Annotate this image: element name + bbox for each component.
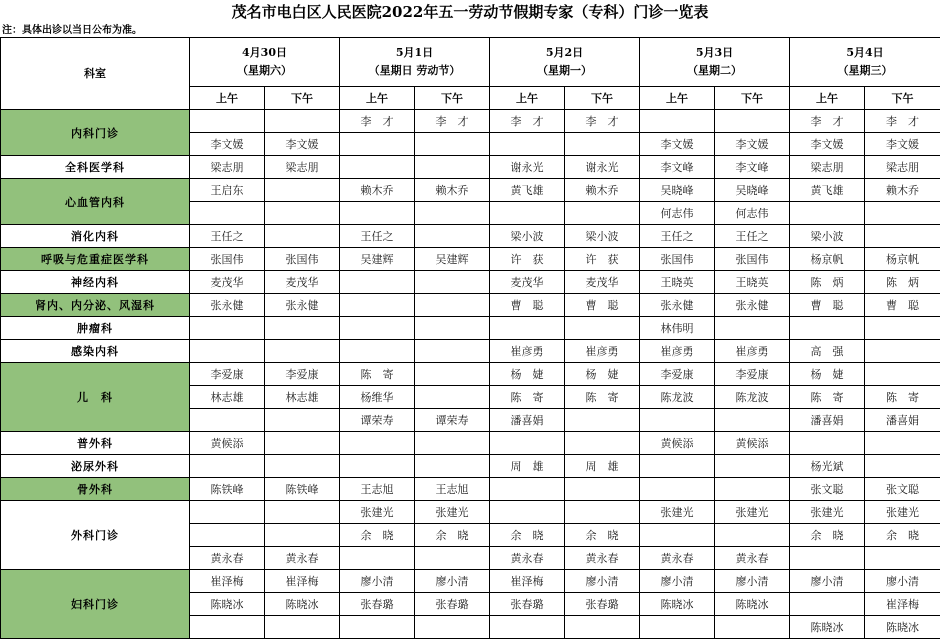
doctor-cell <box>790 317 865 340</box>
day-header <box>790 38 940 87</box>
doctor-cell <box>265 225 340 248</box>
day-date: 5月1日 <box>340 44 489 62</box>
doctor-cell <box>415 386 490 409</box>
doctor-cell <box>265 524 340 547</box>
doctor-cell: 陈晓冰 <box>790 616 865 639</box>
doctor-cell <box>265 110 340 133</box>
doctor-cell: 李爱康 <box>640 363 715 386</box>
doctor-cell <box>190 340 265 363</box>
doctor-cell: 杨维华 <box>340 386 415 409</box>
doctor-cell <box>340 202 415 225</box>
dept-name: 妇科门诊 <box>1 570 190 639</box>
doctor-cell: 王晓英 <box>715 271 790 294</box>
doctor-cell: 张建光 <box>865 501 940 524</box>
table-row <box>1 432 940 455</box>
doctor-cell: 梁志朋 <box>865 156 940 179</box>
doctor-cell: 杨 婕 <box>790 363 865 386</box>
table-row <box>1 110 940 133</box>
doctor-cell <box>865 317 940 340</box>
doctor-cell: 曹 聪 <box>790 294 865 317</box>
doctor-cell <box>340 455 415 478</box>
doctor-cell: 吴晓峰 <box>715 179 790 202</box>
doctor-cell <box>340 616 415 639</box>
doctor-cell: 何志伟 <box>715 202 790 225</box>
pm-header: 下午 <box>715 87 790 110</box>
doctor-cell: 张春璐 <box>490 593 565 616</box>
doctor-cell: 李 才 <box>790 110 865 133</box>
doctor-cell: 黄候添 <box>715 432 790 455</box>
doctor-cell: 李 才 <box>490 110 565 133</box>
doctor-cell <box>790 432 865 455</box>
doctor-cell <box>565 478 640 501</box>
day-date: 5月3日 <box>640 44 789 62</box>
doctor-cell: 余 晓 <box>865 524 940 547</box>
doctor-cell: 谢永光 <box>490 156 565 179</box>
doctor-cell: 梁小波 <box>565 225 640 248</box>
doctor-cell: 王任之 <box>715 225 790 248</box>
doctor-cell: 李文峰 <box>640 156 715 179</box>
table-row <box>1 570 940 593</box>
doctor-cell <box>490 616 565 639</box>
doctor-cell <box>415 455 490 478</box>
doctor-cell: 张春璐 <box>340 593 415 616</box>
doctor-cell: 曹 聪 <box>565 294 640 317</box>
doctor-cell: 黄永春 <box>190 547 265 570</box>
table-row <box>1 455 940 478</box>
doctor-cell: 陈龙波 <box>715 386 790 409</box>
doctor-cell <box>415 225 490 248</box>
doctor-cell: 张建光 <box>340 501 415 524</box>
doctor-cell: 李文媛 <box>265 133 340 156</box>
doctor-cell <box>565 432 640 455</box>
doctor-cell <box>190 110 265 133</box>
doctor-cell <box>415 133 490 156</box>
doctor-cell <box>715 524 790 547</box>
doctor-cell: 余 晓 <box>490 524 565 547</box>
doctor-cell: 张永健 <box>265 294 340 317</box>
dept-name: 全科医学科 <box>1 156 190 179</box>
doctor-cell: 王晓英 <box>640 271 715 294</box>
doctor-cell: 黄候添 <box>190 432 265 455</box>
doctor-cell: 李爱康 <box>715 363 790 386</box>
doctor-cell: 陈 寄 <box>865 386 940 409</box>
doctor-cell: 陈晓冰 <box>190 593 265 616</box>
doctor-cell <box>340 547 415 570</box>
doctor-cell <box>265 409 340 432</box>
doctor-cell: 陈 炳 <box>790 271 865 294</box>
day-date: 5月4日 <box>790 44 940 62</box>
doctor-cell <box>565 133 640 156</box>
table-row <box>1 179 940 202</box>
doctor-cell: 黄永春 <box>490 547 565 570</box>
doctor-cell: 李 才 <box>415 110 490 133</box>
doctor-cell: 陈晓冰 <box>265 593 340 616</box>
doctor-cell: 周 雄 <box>565 455 640 478</box>
day-weekday: （星期日 劳动节） <box>340 62 489 80</box>
doctor-cell: 崔彦勇 <box>490 340 565 363</box>
doctor-cell: 王志旭 <box>415 478 490 501</box>
doctor-cell: 曹 聪 <box>865 294 940 317</box>
doctor-cell <box>865 202 940 225</box>
doctor-cell: 潘喜娟 <box>865 409 940 432</box>
doctor-cell <box>565 317 640 340</box>
doctor-cell <box>565 501 640 524</box>
doctor-cell <box>490 202 565 225</box>
doctor-cell: 赖木乔 <box>865 179 940 202</box>
doctor-cell <box>190 501 265 524</box>
doctor-cell: 麦茂华 <box>565 271 640 294</box>
table-row <box>1 478 940 501</box>
doctor-cell: 李文峰 <box>715 156 790 179</box>
doctor-cell <box>415 432 490 455</box>
doctor-cell <box>190 616 265 639</box>
doctor-cell: 麦茂华 <box>265 271 340 294</box>
doctor-cell <box>565 616 640 639</box>
doctor-cell: 张国伟 <box>190 248 265 271</box>
doctor-cell: 崔彦勇 <box>565 340 640 363</box>
doctor-cell: 张建光 <box>640 501 715 524</box>
doctor-cell: 张文聪 <box>790 478 865 501</box>
doctor-cell <box>265 501 340 524</box>
am-header: 上午 <box>790 87 865 110</box>
doctor-cell <box>340 133 415 156</box>
pm-header: 下午 <box>865 87 940 110</box>
doctor-cell <box>790 202 865 225</box>
doctor-cell <box>190 524 265 547</box>
doctor-cell: 张建光 <box>715 501 790 524</box>
doctor-cell <box>640 524 715 547</box>
doctor-cell: 张建光 <box>415 501 490 524</box>
table-row <box>1 340 940 363</box>
doctor-cell: 吴建辉 <box>340 248 415 271</box>
doctor-cell: 赖木乔 <box>340 179 415 202</box>
pm-header: 下午 <box>265 87 340 110</box>
doctor-cell: 周 雄 <box>490 455 565 478</box>
doctor-cell <box>340 156 415 179</box>
doctor-cell: 崔泽梅 <box>490 570 565 593</box>
doctor-cell <box>640 110 715 133</box>
doctor-cell: 崔彦勇 <box>715 340 790 363</box>
doctor-cell: 李 才 <box>565 110 640 133</box>
doctor-cell: 张永健 <box>715 294 790 317</box>
table-row <box>1 156 940 179</box>
doctor-cell: 张春璐 <box>415 593 490 616</box>
doctor-cell: 陈 寄 <box>490 386 565 409</box>
doctor-cell <box>265 202 340 225</box>
doctor-cell: 余 晓 <box>340 524 415 547</box>
doctor-cell: 廖小清 <box>415 570 490 593</box>
doctor-cell: 张文聪 <box>865 478 940 501</box>
doctor-cell <box>340 271 415 294</box>
doctor-cell <box>715 317 790 340</box>
doctor-cell: 崔彦勇 <box>640 340 715 363</box>
doctor-cell <box>490 133 565 156</box>
am-header: 上午 <box>340 87 415 110</box>
dept-name: 心血管内科 <box>1 179 190 225</box>
doctor-cell: 张永健 <box>640 294 715 317</box>
day-header-row <box>1 38 940 87</box>
doctor-cell <box>565 409 640 432</box>
doctor-cell: 潘喜娟 <box>790 409 865 432</box>
doctor-cell: 李爱康 <box>265 363 340 386</box>
am-header: 上午 <box>640 87 715 110</box>
day-header <box>190 38 340 87</box>
doctor-cell <box>265 317 340 340</box>
doctor-cell: 王任之 <box>340 225 415 248</box>
doctor-cell: 黄飞雄 <box>490 179 565 202</box>
note-text: 注：具体出诊以当日公布为准。 <box>2 24 142 38</box>
schedule-table <box>0 37 940 639</box>
doctor-cell <box>715 616 790 639</box>
doctor-cell <box>640 616 715 639</box>
doctor-cell: 李文媛 <box>715 133 790 156</box>
doctor-cell <box>640 409 715 432</box>
doctor-cell <box>490 317 565 340</box>
day-weekday: （星期六） <box>190 62 339 80</box>
dept-name: 内科门诊 <box>1 110 190 156</box>
am-header: 上午 <box>190 87 265 110</box>
day-weekday: （星期一） <box>490 62 639 80</box>
doctor-cell <box>190 409 265 432</box>
dept-name: 泌尿外科 <box>1 455 190 478</box>
pm-header: 下午 <box>415 87 490 110</box>
doctor-cell <box>340 432 415 455</box>
doctor-cell <box>715 455 790 478</box>
day-header <box>340 38 490 87</box>
table-row <box>1 294 940 317</box>
doctor-cell <box>490 432 565 455</box>
doctor-cell: 廖小清 <box>715 570 790 593</box>
doctor-cell <box>415 294 490 317</box>
doctor-cell <box>865 455 940 478</box>
doctor-cell: 林志雄 <box>265 386 340 409</box>
doctor-cell: 黄永春 <box>715 547 790 570</box>
doctor-cell: 余 晓 <box>790 524 865 547</box>
doctor-cell: 赖木乔 <box>565 179 640 202</box>
doctor-cell: 崔泽梅 <box>190 570 265 593</box>
doctor-cell: 谭荣寿 <box>415 409 490 432</box>
dept-name: 骨外科 <box>1 478 190 501</box>
doctor-cell <box>265 616 340 639</box>
doctor-cell <box>865 340 940 363</box>
doctor-cell: 谭荣寿 <box>340 409 415 432</box>
doctor-cell: 杨京帆 <box>790 248 865 271</box>
doctor-cell: 廖小清 <box>640 570 715 593</box>
doctor-cell: 李文媛 <box>190 133 265 156</box>
doctor-cell <box>715 409 790 432</box>
doctor-cell <box>790 547 865 570</box>
doctor-cell: 陈铁峰 <box>190 478 265 501</box>
doctor-cell: 崔泽梅 <box>265 570 340 593</box>
dept-name: 肾内、内分泌、风湿科 <box>1 294 190 317</box>
dept-name: 普外科 <box>1 432 190 455</box>
day-weekday: （星期三） <box>790 62 940 80</box>
doctor-cell: 梁小波 <box>490 225 565 248</box>
day-header <box>640 38 790 87</box>
doctor-cell: 黄永春 <box>265 547 340 570</box>
doctor-cell: 高 强 <box>790 340 865 363</box>
doctor-cell <box>265 340 340 363</box>
doctor-cell: 陈龙波 <box>640 386 715 409</box>
doctor-cell <box>190 317 265 340</box>
doctor-cell: 李爱康 <box>190 363 265 386</box>
schedule-body <box>1 110 940 639</box>
doctor-cell: 杨 婕 <box>565 363 640 386</box>
doctor-cell <box>640 455 715 478</box>
doctor-cell: 陈晓冰 <box>865 616 940 639</box>
table-row <box>1 501 940 524</box>
doctor-cell <box>415 363 490 386</box>
doctor-cell: 梁志朋 <box>190 156 265 179</box>
doctor-cell <box>415 340 490 363</box>
doctor-cell: 黄飞雄 <box>790 179 865 202</box>
doctor-cell: 曹 聪 <box>490 294 565 317</box>
doctor-cell: 杨光斌 <box>790 455 865 478</box>
doctor-cell: 林志雄 <box>190 386 265 409</box>
doctor-cell: 王任之 <box>640 225 715 248</box>
dept-name: 神经内科 <box>1 271 190 294</box>
doctor-cell: 梁志朋 <box>790 156 865 179</box>
doctor-cell: 张永健 <box>190 294 265 317</box>
doctor-cell <box>865 432 940 455</box>
table-row <box>1 317 940 340</box>
doctor-cell: 王志旭 <box>340 478 415 501</box>
table-row <box>1 363 940 386</box>
doctor-cell: 廖小清 <box>340 570 415 593</box>
doctor-cell: 麦茂华 <box>490 271 565 294</box>
doctor-cell: 李 才 <box>865 110 940 133</box>
dept-name: 肿瘤科 <box>1 317 190 340</box>
doctor-cell <box>415 616 490 639</box>
doctor-cell: 吴建辉 <box>415 248 490 271</box>
day-date: 5月2日 <box>490 44 639 62</box>
doctor-cell <box>415 202 490 225</box>
am-header: 上午 <box>490 87 565 110</box>
doctor-cell: 崔泽梅 <box>865 593 940 616</box>
doctor-cell: 张国伟 <box>640 248 715 271</box>
page-title: 茂名市电白区人民医院2022年五一劳动节假期专家（专科）门诊一览表 <box>0 0 940 24</box>
doctor-cell: 陈 寄 <box>565 386 640 409</box>
doctor-cell <box>490 501 565 524</box>
doctor-cell <box>865 363 940 386</box>
doctor-cell <box>190 455 265 478</box>
doctor-cell: 余 晓 <box>415 524 490 547</box>
doctor-cell: 梁小波 <box>790 225 865 248</box>
doctor-cell: 李文媛 <box>640 133 715 156</box>
doctor-cell <box>490 478 565 501</box>
doctor-cell: 黄永春 <box>640 547 715 570</box>
dept-header: 科室 <box>1 38 190 110</box>
dept-name: 呼吸与危重症医学科 <box>1 248 190 271</box>
doctor-cell: 李文媛 <box>790 133 865 156</box>
doctor-cell: 陈 寄 <box>340 363 415 386</box>
doctor-cell: 张国伟 <box>265 248 340 271</box>
pm-header: 下午 <box>565 87 640 110</box>
doctor-cell <box>340 294 415 317</box>
doctor-cell: 谢永光 <box>565 156 640 179</box>
day-weekday: （星期二） <box>640 62 789 80</box>
dept-name: 消化内科 <box>1 225 190 248</box>
doctor-cell <box>565 202 640 225</box>
doctor-cell: 麦茂华 <box>190 271 265 294</box>
doctor-cell: 许 获 <box>490 248 565 271</box>
doctor-cell: 李文媛 <box>865 133 940 156</box>
doctor-cell: 杨 婕 <box>490 363 565 386</box>
doctor-cell: 黄永春 <box>565 547 640 570</box>
doctor-cell: 余 晓 <box>565 524 640 547</box>
doctor-cell <box>265 455 340 478</box>
doctor-cell <box>865 225 940 248</box>
doctor-cell: 梁志朋 <box>265 156 340 179</box>
table-row <box>1 225 940 248</box>
doctor-cell: 黄候添 <box>640 432 715 455</box>
doctor-cell <box>340 340 415 363</box>
day-date: 4月30日 <box>190 44 339 62</box>
doctor-cell: 李 才 <box>340 110 415 133</box>
dept-name: 感染内科 <box>1 340 190 363</box>
doctor-cell: 赖木乔 <box>415 179 490 202</box>
doctor-cell: 杨京帆 <box>865 248 940 271</box>
doctor-cell <box>265 179 340 202</box>
doctor-cell: 陈 寄 <box>790 386 865 409</box>
doctor-cell: 张国伟 <box>715 248 790 271</box>
doctor-cell <box>415 156 490 179</box>
doctor-cell: 王启东 <box>190 179 265 202</box>
dept-name: 外科门诊 <box>1 501 190 570</box>
doctor-cell: 陈晓冰 <box>715 593 790 616</box>
doctor-cell: 许 获 <box>565 248 640 271</box>
doctor-cell: 何志伟 <box>640 202 715 225</box>
doctor-cell: 吴晓峰 <box>640 179 715 202</box>
doctor-cell: 林伟明 <box>640 317 715 340</box>
doctor-cell: 陈 炳 <box>865 271 940 294</box>
doctor-cell <box>715 110 790 133</box>
doctor-cell <box>715 478 790 501</box>
table-row <box>1 271 940 294</box>
doctor-cell: 张建光 <box>790 501 865 524</box>
doctor-cell <box>790 593 865 616</box>
doctor-cell: 廖小清 <box>865 570 940 593</box>
doctor-cell: 张春璐 <box>565 593 640 616</box>
doctor-cell <box>640 478 715 501</box>
day-header <box>490 38 640 87</box>
doctor-cell <box>265 432 340 455</box>
doctor-cell <box>415 547 490 570</box>
doctor-cell: 廖小清 <box>565 570 640 593</box>
doctor-cell <box>190 202 265 225</box>
doctor-cell: 陈铁峰 <box>265 478 340 501</box>
doctor-cell <box>415 317 490 340</box>
doctor-cell <box>415 271 490 294</box>
dept-name: 儿 科 <box>1 363 190 432</box>
doctor-cell <box>865 547 940 570</box>
doctor-cell <box>340 317 415 340</box>
doctor-cell: 王任之 <box>190 225 265 248</box>
doctor-cell: 廖小清 <box>790 570 865 593</box>
doctor-cell: 潘喜娟 <box>490 409 565 432</box>
table-row <box>1 248 940 271</box>
doctor-cell: 陈晓冰 <box>640 593 715 616</box>
